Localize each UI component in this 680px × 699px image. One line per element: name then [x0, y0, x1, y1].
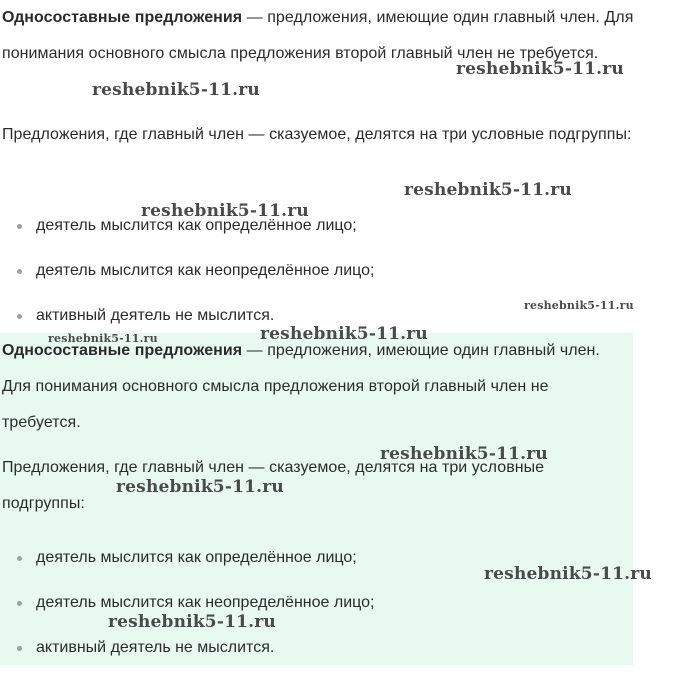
watermark: reshebnik5-11.ru: [404, 180, 572, 200]
definition-paragraph: [2, 333, 627, 441]
watermark: reshebnik5-11.ru: [260, 324, 428, 344]
watermark: reshebnik5-11.ru: [380, 444, 548, 464]
watermark: reshebnik5-11.ru: [524, 299, 634, 312]
term-bold: Односоставные предложения: [2, 9, 243, 26]
subgroups-list: [0, 208, 374, 343]
bullet-icon: [17, 601, 22, 606]
bullet-icon: [17, 646, 22, 651]
list-item: [0, 540, 374, 585]
watermark: reshebnik5-11.ru: [108, 612, 276, 632]
watermark: reshebnik5-11.ru: [484, 564, 652, 584]
list-item: [0, 630, 374, 675]
list-item-text: деятель мыслится как определённое лицо;: [36, 217, 357, 234]
watermark: reshebnik5-11.ru: [456, 59, 624, 79]
list-item-text: деятель мыслится как определённое лицо;: [36, 549, 357, 566]
bullet-icon: [17, 269, 22, 274]
list-item-text: активный деятель не мыслится.: [36, 639, 275, 656]
term-bold: Односоставные предложения: [2, 342, 243, 359]
subgroups-intro: Предложения, где главный член — сказуемое, делятся на три условные подгруппы:: [2, 126, 632, 143]
bullet-icon: [17, 556, 22, 561]
watermark: reshebnik5-11.ru: [141, 201, 309, 221]
bullet-icon: [17, 314, 22, 319]
content-block-bottom: [0, 333, 633, 665]
subgroups-intro: Предложения, где главный член — сказуемое, делятся на три условные подгруппы:: [2, 459, 545, 512]
definition-text: — предложения, имеющие один главный член. Для понимания основного смысла предложения второй главный член не требуется.: [2, 9, 634, 62]
watermark: reshebnik5-11.ru: [48, 332, 158, 345]
subgroups-list: [0, 540, 374, 675]
content-block-top: [0, 0, 640, 333]
list-item-text: активный деятель не мыслится.: [36, 307, 275, 324]
list-item-text: деятель мыслится как неопределённое лицо;: [36, 594, 375, 611]
watermark: reshebnik5-11.ru: [116, 477, 284, 497]
list-item: [0, 253, 374, 298]
watermark: reshebnik5-11.ru: [92, 80, 260, 100]
list-item-text: деятель мыслится как неопределённое лицо;: [36, 262, 375, 279]
bullet-icon: [17, 224, 22, 229]
definition-text: — предложения, имеющие один главный член. Для понимания основного смысла предложения второй главный член не требуется.: [2, 342, 600, 431]
